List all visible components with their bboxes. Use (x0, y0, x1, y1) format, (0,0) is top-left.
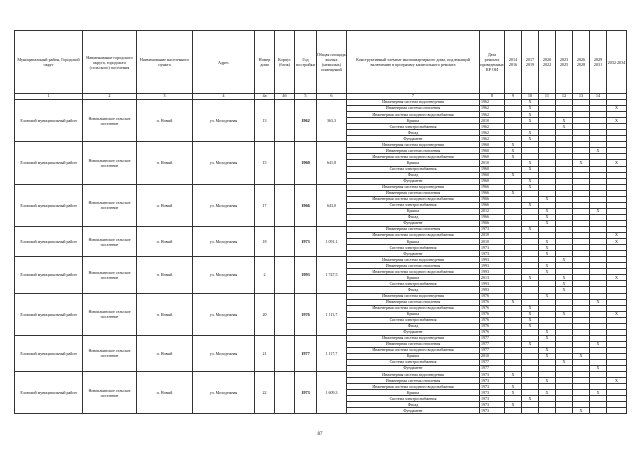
element-name-cell: Фундамент (347, 251, 480, 257)
address-cell: ул. Молодежная (193, 100, 255, 142)
repair-date-cell: 1973 (480, 390, 505, 396)
locality-cell: п. Новый (137, 335, 193, 371)
locality-cell: п. Новый (137, 293, 193, 335)
period-mark-cell: X (590, 366, 607, 372)
element-name-cell: Инженерная система холодного водоснабжения (347, 347, 480, 353)
header-period: 2032 2034 (607, 31, 627, 94)
repair-date-cell: 1976 (480, 305, 505, 311)
period-mark-cell: X (505, 190, 522, 196)
area-cell: 1 113,7 (317, 293, 347, 335)
block-cell (275, 184, 295, 226)
house-number-cell: 18 (255, 226, 275, 256)
repair-date-cell: 1973 (480, 378, 505, 384)
period-mark-cell: X (556, 118, 573, 124)
address-cell: ул. Молодежная (193, 226, 255, 256)
period-mark-cell: X (522, 112, 539, 118)
repair-date-cell: 1973 (480, 408, 505, 414)
repair-date-cell: 2010 (480, 233, 505, 239)
period-mark-cell (505, 408, 522, 414)
period-mark-cell: X (522, 130, 539, 136)
element-name-cell: Система электроснабжения (347, 281, 480, 287)
period-mark-cell: X (607, 160, 627, 166)
element-name-cell: Фундамент (347, 136, 480, 142)
area-cell: 1 747,5 (317, 257, 347, 293)
repair-date-cell: 1976 (480, 293, 505, 299)
element-name-cell: Система электроснабжения (347, 317, 480, 323)
period-mark-cell: X (522, 202, 539, 208)
column-number: 5 (295, 94, 317, 100)
locality-cell: п. Новый (137, 226, 193, 256)
period-mark-cell: X (590, 148, 607, 154)
column-number: 6 (317, 94, 347, 100)
period-mark-cell: X (539, 269, 556, 275)
settlement-cell: Новоильинское сельское поселение (83, 257, 137, 293)
locality-cell: п. Новый (137, 257, 193, 293)
element-name-cell: Крыша (347, 239, 480, 245)
repair-date-cell: 1973 (480, 396, 505, 402)
period-mark-cell: X (522, 226, 539, 232)
header-area: Общая площадь жилых (нежилых) помещений (317, 31, 347, 94)
repair-date-cell: 1977 (480, 360, 505, 366)
period-mark-cell: X (573, 353, 590, 359)
repair-date-cell: 2010 (480, 353, 505, 359)
period-mark-cell: X (505, 402, 522, 408)
repair-date-cell: 1973 (480, 251, 505, 257)
period-mark-cell: X (522, 311, 539, 317)
repair-date-cell: 1993 (480, 287, 505, 293)
period-mark-cell: X (607, 118, 627, 124)
repair-date-cell: 2010 (480, 160, 505, 166)
element-name-cell: Фундамент (347, 366, 480, 372)
repair-date-cell: 1966 (480, 202, 505, 208)
element-name-cell: Крыша (347, 118, 480, 124)
settlement-cell: Новоильинское сельское поселение (83, 335, 137, 371)
period-mark-cell: X (590, 341, 607, 347)
settlement-cell: Новоильинское сельское поселение (83, 372, 137, 414)
address-cell: ул. Молодежная (193, 293, 255, 335)
period-mark-cell: X (522, 178, 539, 184)
element-name-cell: Инженерная система отопления (347, 106, 480, 112)
period-mark-cell: X (556, 311, 573, 317)
element-name-cell: Фасад (347, 130, 480, 136)
district-cell: Еловский муниципальный район (15, 142, 83, 184)
period-mark-cell: X (573, 408, 590, 414)
period-mark-cell: X (505, 390, 522, 396)
repair-date-cell: 2010 (480, 118, 505, 124)
settlement-cell: Новоильинское сельское поселение (83, 100, 137, 142)
area-cell: 643,0 (317, 184, 347, 226)
repair-date-cell: 1962 (480, 100, 505, 106)
block-cell (275, 293, 295, 335)
period-mark-cell: X (556, 275, 573, 281)
repair-date-cell: 1976 (480, 317, 505, 323)
repair-date-cell: 1966 (480, 190, 505, 196)
period-mark-cell: X (573, 160, 590, 166)
repair-date-cell: 1977 (480, 341, 505, 347)
period-mark-cell (539, 408, 556, 414)
block-cell (275, 335, 295, 371)
period-mark-cell: X (522, 160, 539, 166)
header-period: 2023 2025 (556, 31, 573, 94)
element-name-cell: Крыша (347, 160, 480, 166)
header-settlement: Наименование городского округа, городского (сельского) поселения (83, 31, 137, 94)
period-mark-cell: X (539, 196, 556, 202)
locality-cell: п. Новый (137, 142, 193, 184)
element-name-cell: Крыша (347, 208, 480, 214)
block-cell (275, 100, 295, 142)
period-mark-cell: X (556, 281, 573, 287)
district-cell: Еловский муниципальный район (15, 372, 83, 414)
repair-date-cell: 1993 (480, 281, 505, 287)
repair-date-cell: 1973 (480, 226, 505, 232)
column-number: 10 (522, 94, 539, 100)
element-name-cell: Инженерная система водоотведения (347, 293, 480, 299)
period-mark-cell: X (539, 239, 556, 245)
district-cell: Еловский муниципальный район (15, 100, 83, 142)
element-name-cell: Крыша (347, 311, 480, 317)
element-name-cell: Система электроснабжения (347, 124, 480, 130)
settlement-cell: Новоильинское сельское поселение (83, 293, 137, 335)
repair-date-cell: 1977 (480, 335, 505, 341)
element-name-cell: Инженерная система холодного водоснабжения (347, 154, 480, 160)
repair-date-cell: 1962 (480, 106, 505, 112)
column-number: 4а (255, 94, 275, 100)
repair-date-cell: 1962 (480, 130, 505, 136)
element-name-cell: Инженерная система отопления (347, 190, 480, 196)
district-cell: Еловский муниципальный район (15, 257, 83, 293)
locality-cell: п. Новый (137, 100, 193, 142)
period-mark-cell: X (539, 220, 556, 226)
header-repair-date: Дата ремонта проведенных КР ОИ (480, 31, 505, 94)
header-house-number: Номер дома (255, 31, 275, 94)
element-name-cell: Фасад (347, 402, 480, 408)
element-name-cell: Инженерная система отопления (347, 226, 480, 232)
house-number-cell: 21 (255, 335, 275, 371)
column-number: 2 (83, 94, 137, 100)
element-name-cell: Система электроснабжения (347, 202, 480, 208)
period-mark-cell: X (522, 317, 539, 323)
header-period: 2026 2028 (573, 31, 590, 94)
element-name-cell: Система электроснабжения (347, 245, 480, 251)
column-number: 7 (347, 94, 480, 100)
repair-date-cell: 1966 (480, 184, 505, 190)
column-number: 4 (193, 94, 255, 100)
repair-date-cell: 1976 (480, 323, 505, 329)
house-number-cell: 15 (255, 142, 275, 184)
repair-date-cell: 1962 (480, 112, 505, 118)
page-number: 87 (317, 432, 323, 437)
element-name-cell: Фундамент (347, 178, 480, 184)
element-name-cell: Крыша (347, 275, 480, 281)
block-cell (275, 226, 295, 256)
period-mark-cell: X (607, 311, 627, 317)
period-mark-cell: X (539, 214, 556, 220)
element-name-cell: Инженерная система холодного водоснабжения (347, 196, 480, 202)
period-mark-cell: X (505, 154, 522, 160)
element-name-cell: Фасад (347, 287, 480, 293)
repair-date-cell: 1966 (480, 214, 505, 220)
element-name-cell: Фасад (347, 214, 480, 220)
period-mark-cell: X (505, 299, 522, 305)
header-element: Конструктивный элемент многоквартирного дома, подлежащий включению в программу капитального ремонта (347, 31, 480, 94)
repair-date-cell: 1960 (480, 154, 505, 160)
period-mark-cell (522, 408, 539, 414)
element-name-cell: Система электроснабжения (347, 166, 480, 172)
element-name-cell: Фундамент (347, 329, 480, 335)
house-number-cell: 22 (255, 372, 275, 414)
year-built-cell: 1966 (295, 184, 317, 226)
year-built-cell: 1977 (295, 335, 317, 371)
header-period: 2017 2019 (522, 31, 539, 94)
column-number: 3 (137, 94, 193, 100)
period-mark-cell: X (590, 390, 607, 396)
repair-date-cell: 1973 (480, 372, 505, 378)
element-name-cell: Крыша (347, 390, 480, 396)
address-cell: ул. Молодежная (193, 184, 255, 226)
repair-date-cell: 1960 (480, 166, 505, 172)
header-year-built: Год постройки (295, 31, 317, 94)
element-name-cell: Крыша (347, 353, 480, 359)
element-name-cell: Инженерная система отопления (347, 341, 480, 347)
repair-date-cell: 1966 (480, 196, 505, 202)
block-cell (275, 372, 295, 414)
repair-date-cell: 1960 (480, 172, 505, 178)
district-cell: Еловский муниципальный район (15, 293, 83, 335)
house-number-cell: 2 (255, 257, 275, 293)
repair-date-cell: 1960 (480, 178, 505, 184)
period-mark-cell: X (539, 353, 556, 359)
repair-date-cell: 1962 (480, 124, 505, 130)
period-mark-cell: X (539, 335, 556, 341)
area-cell: 363,3 (317, 100, 347, 142)
repair-date-cell: 1960 (480, 148, 505, 154)
house-number-cell: 13 (255, 100, 275, 142)
element-name-cell: Инженерная система отопления (347, 148, 480, 154)
repair-date-cell: 1977 (480, 347, 505, 353)
column-number: 13 (573, 94, 590, 100)
block-cell (275, 257, 295, 293)
year-built-cell: 1993 (295, 257, 317, 293)
period-mark-cell: X (556, 360, 573, 366)
period-mark-cell: X (607, 239, 627, 245)
repair-date-cell: 1977 (480, 366, 505, 372)
period-mark-cell: X (505, 172, 522, 178)
element-name-cell: Инженерная система холодного водоснабжения (347, 269, 480, 275)
period-mark-cell (590, 408, 607, 414)
house-number-cell: 17 (255, 184, 275, 226)
period-mark-cell: X (505, 148, 522, 154)
address-cell: ул. Молодежная (193, 257, 255, 293)
repair-date-cell: 1976 (480, 299, 505, 305)
period-mark-cell: X (539, 208, 556, 214)
element-name-cell: Инженерная система отопления (347, 263, 480, 269)
period-mark-cell: X (539, 390, 556, 396)
column-number: 12 (556, 94, 573, 100)
repair-date-cell: 1960 (480, 142, 505, 148)
header-address: Адрес (193, 31, 255, 94)
area-cell: 1 117,7 (317, 335, 347, 371)
district-cell: Еловский муниципальный район (15, 226, 83, 256)
element-name-cell: Инженерная система водоотведения (347, 372, 480, 378)
element-name-cell: Фундамент (347, 408, 480, 414)
settlement-cell: Новоильинское сельское поселение (83, 142, 137, 184)
table-body (15, 100, 627, 414)
repair-date-cell: 1976 (480, 329, 505, 335)
header-district: Муниципальный район, Городской округ (15, 31, 83, 94)
element-name-cell: Фасад (347, 172, 480, 178)
period-mark-cell: X (539, 251, 556, 257)
block-cell (275, 142, 295, 184)
element-name-cell: Инженерная система отопления (347, 299, 480, 305)
period-mark-cell: X (505, 384, 522, 390)
period-mark-cell: X (590, 299, 607, 305)
column-number: 11 (539, 94, 556, 100)
element-name-cell: Инженерная система водоотведения (347, 335, 480, 341)
settlement-cell: Новоильинское сельское поселение (83, 226, 137, 256)
year-built-cell: 1960 (295, 142, 317, 184)
period-mark-cell: X (607, 378, 627, 384)
repair-date-cell: 1993 (480, 269, 505, 275)
period-mark-cell (607, 408, 627, 414)
period-mark-cell: X (590, 208, 607, 214)
repair-date-cell: 1993 (480, 257, 505, 263)
header-period: 2029 2031 (590, 31, 607, 94)
period-mark-cell: X (539, 347, 556, 353)
element-name-cell: Фундамент (347, 220, 480, 226)
locality-cell: п. Новый (137, 372, 193, 414)
period-mark-cell: X (607, 106, 627, 112)
address-cell: ул. Молодежная (193, 372, 255, 414)
repair-date-cell: 1976 (480, 311, 505, 317)
address-cell: ул. Молодежная (193, 142, 255, 184)
period-mark-cell: X (607, 233, 627, 239)
period-mark-cell: X (522, 341, 539, 347)
period-mark-cell: X (522, 136, 539, 142)
period-mark-cell: X (522, 323, 539, 329)
element-name-cell: Инженерная система холодного водоснабжения (347, 305, 480, 311)
area-cell: 1 091,1 (317, 226, 347, 256)
period-mark-cell: X (522, 100, 539, 106)
column-number: 9 (505, 94, 522, 100)
element-name-cell: Инженерная система водоотведения (347, 184, 480, 190)
column-number: 14 (590, 94, 607, 100)
element-name-cell: Инженерная система водоотведения (347, 100, 480, 106)
period-mark-cell: X (539, 329, 556, 335)
period-mark-cell: X (522, 166, 539, 172)
period-mark-cell: X (539, 293, 556, 299)
area-cell: 641,8 (317, 142, 347, 184)
repair-date-cell: 1973 (480, 402, 505, 408)
column-number: 4б (275, 94, 295, 100)
period-mark-cell: X (607, 275, 627, 281)
year-built-cell: 1973 (295, 226, 317, 256)
table-header (15, 31, 627, 100)
repair-date-cell: 1966 (480, 220, 505, 226)
capital-repair-table (14, 30, 627, 414)
repair-date-cell: 1993 (480, 263, 505, 269)
house-number-cell: 20 (255, 293, 275, 335)
element-name-cell: Инженерная система отопления (347, 378, 480, 384)
period-mark-cell: X (522, 305, 539, 311)
settlement-cell: Новоильинское сельское поселение (83, 184, 137, 226)
element-name-cell: Инженерная система водоотведения (347, 142, 480, 148)
area-cell: 1 609,3 (317, 372, 347, 414)
period-mark-cell: X (539, 378, 556, 384)
repair-date-cell: 2010 (480, 239, 505, 245)
element-name-cell: Инженерная система холодного водоснабжения (347, 233, 480, 239)
period-mark-cell: X (556, 287, 573, 293)
header-block: Корпус (блок) (275, 31, 295, 94)
period-mark-cell: X (539, 263, 556, 269)
district-cell: Еловский муниципальный район (15, 184, 83, 226)
repair-date-cell: 1973 (480, 384, 505, 390)
repair-date-cell: 1973 (480, 245, 505, 251)
period-mark-cell: X (522, 275, 539, 281)
year-built-cell: 1973 (295, 372, 317, 414)
locality-cell: п. Новый (137, 184, 193, 226)
period-mark-cell: X (522, 184, 539, 190)
element-name-cell: Инженерная система холодного водоснабжения (347, 112, 480, 118)
period-mark-cell: X (556, 124, 573, 130)
year-built-cell: 1962 (295, 100, 317, 142)
header-period: 2014 2016 (505, 31, 522, 94)
element-name-cell: Система электроснабжения (347, 396, 480, 402)
element-name-cell: Инженерная система холодного водоснабжения (347, 384, 480, 390)
column-number: 1 (15, 94, 83, 100)
repair-date-cell: 2013 (480, 275, 505, 281)
element-name-cell: Система электроснабжения (347, 360, 480, 366)
year-built-cell: 1976 (295, 293, 317, 335)
header-locality: Наименование населенного пункта (137, 31, 193, 94)
district-cell: Еловский муниципальный район (15, 335, 83, 371)
period-mark-cell (556, 408, 573, 414)
column-number: 8 (480, 94, 505, 100)
repair-date-cell: 2012 (480, 208, 505, 214)
period-mark-cell: X (539, 245, 556, 251)
repair-date-cell: 1962 (480, 136, 505, 142)
period-mark-cell: X (522, 106, 539, 112)
period-mark-cell: X (556, 257, 573, 263)
period-mark-cell: X (505, 142, 522, 148)
element-name-cell: Инженерная система водоотведения (347, 257, 480, 263)
period-mark-cell: X (522, 396, 539, 402)
header-period: 2020 2022 (539, 31, 556, 94)
address-cell: ул. Молодежная (193, 335, 255, 371)
element-name-cell: Фасад (347, 323, 480, 329)
period-mark-cell: X (505, 372, 522, 378)
period-mark-cell: X (522, 118, 539, 124)
